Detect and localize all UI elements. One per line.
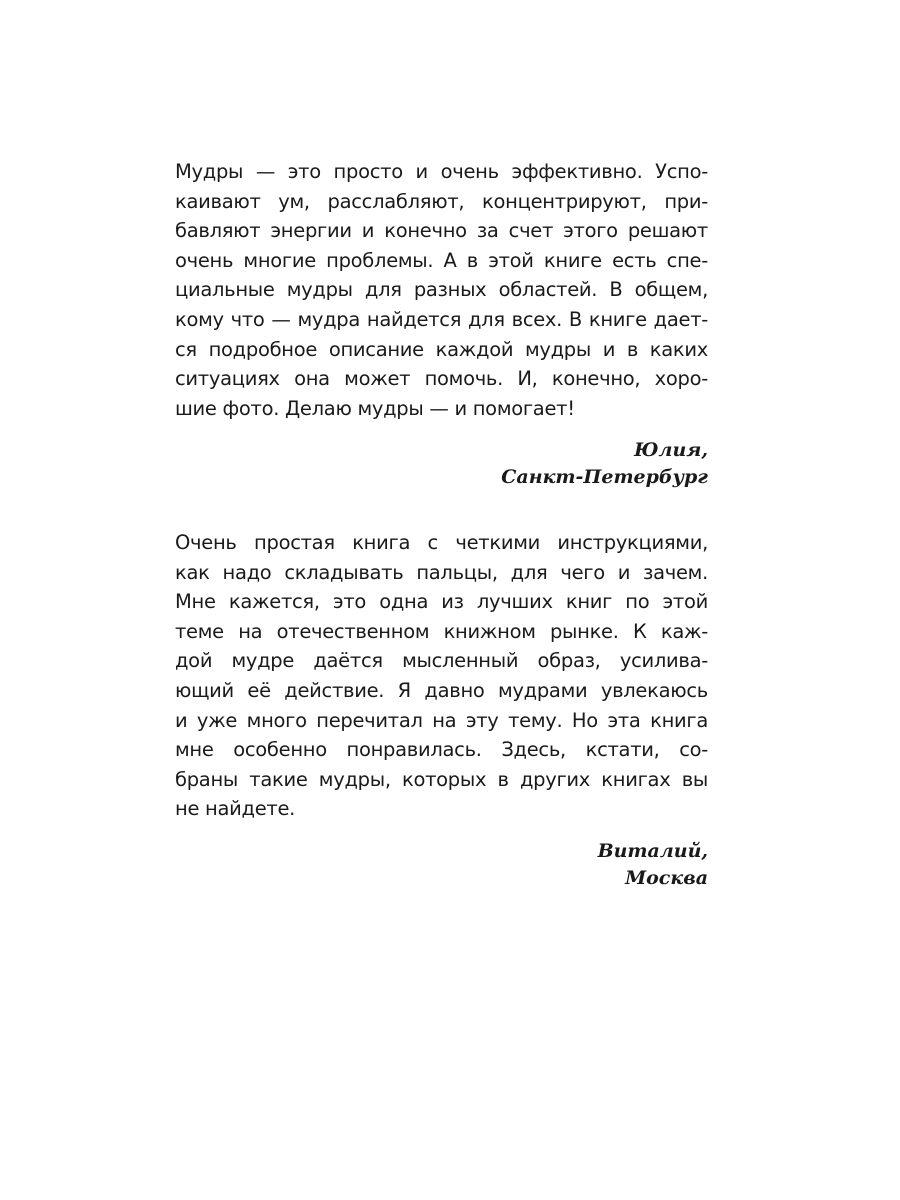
text-line: шие фото. Делаю мудры — и помогает! <box>175 396 575 420</box>
review-yulia <box>175 157 708 491</box>
text-line: Мудры — это просто и очень эффективно. Успо- <box>175 160 708 183</box>
text-line: циальные мудры для разных областей. В общем, <box>175 278 708 302</box>
author-name: Юлия, <box>634 439 708 462</box>
author-city: Санкт-Петербург <box>501 466 708 489</box>
text-line: Мне кажется, это одна из лучших книг по этой <box>175 590 708 614</box>
review-text <box>175 157 708 423</box>
text-line: мне особенно понравилась. Здесь, кстати, со- <box>175 738 708 762</box>
text-line: ситуациях она может помочь. И, конечно, хоро- <box>175 367 708 391</box>
text-line: браны такие мудры, которых в других книгах вы <box>175 767 708 791</box>
text-line: как надо складывать пальцы, для чего и зачем. <box>175 560 708 584</box>
text-line: ющий её действие. Я давно мудрами увлекаюсь <box>175 678 708 702</box>
text-line: Очень простая книга с четкими инструкциями, <box>175 531 708 554</box>
review-author <box>175 838 708 892</box>
text-line: не найдете. <box>175 797 296 821</box>
text-line: дой мудре даётся мысленный образ, усилива- <box>175 649 708 673</box>
text-line: очень многие проблемы. А в этой книге есть спе- <box>175 248 708 272</box>
text-line: каивают ум, расслабляют, концентрируют, при- <box>175 189 708 213</box>
review-vitaliy <box>175 528 708 892</box>
text-line: и уже много перечитал на эту тему. Но эта книга <box>175 708 708 732</box>
review-author <box>175 437 708 491</box>
text-line: ся подробное описание каждой мудры и в каких <box>175 337 708 361</box>
author-city: Москва <box>625 866 708 889</box>
text-line: теме на отечественном книжном рынке. К каж- <box>175 619 708 643</box>
author-name: Виталий, <box>597 839 708 862</box>
review-text <box>175 528 708 824</box>
text-line: бавляют энергии и конечно за счет этого решают <box>175 219 708 243</box>
text-line: кому что — мудра найдется для всех. В книге дает- <box>175 307 708 331</box>
